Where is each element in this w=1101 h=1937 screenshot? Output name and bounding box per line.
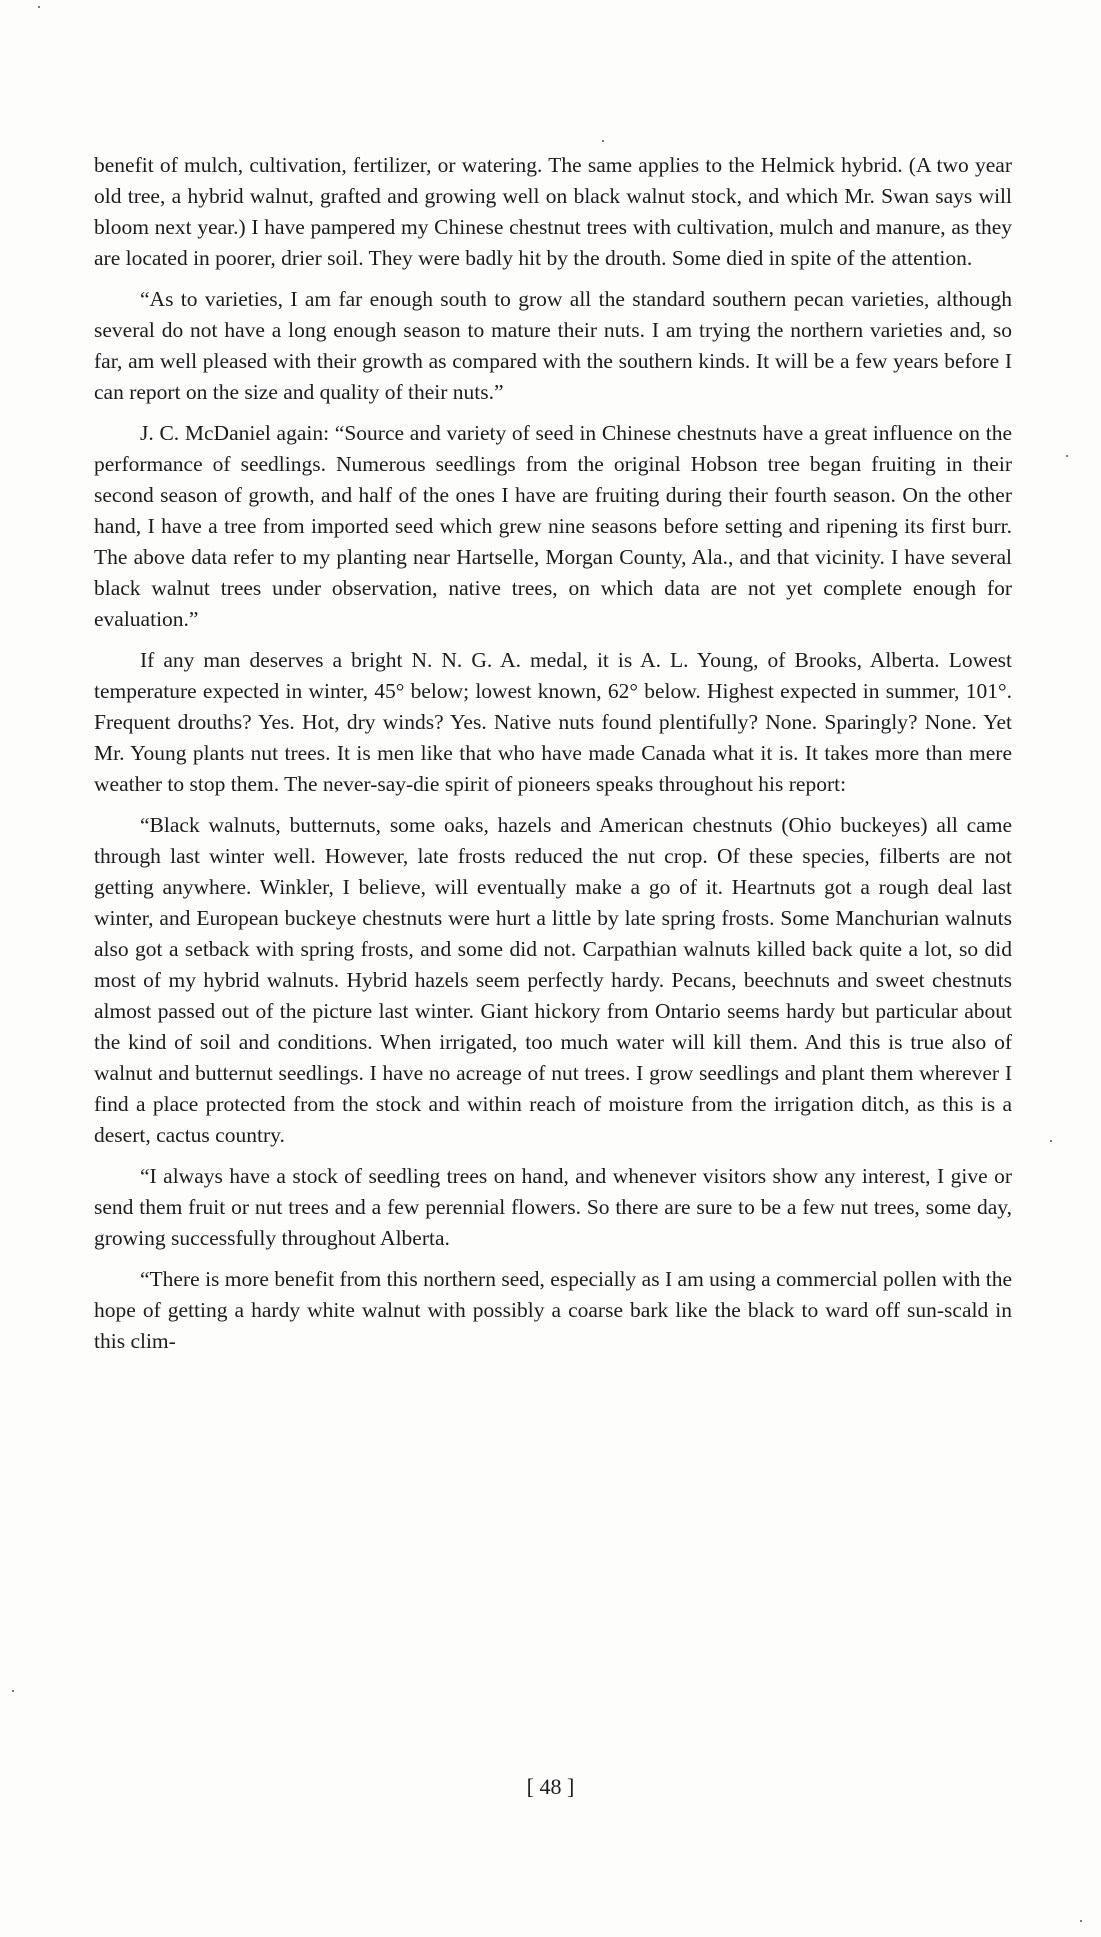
body-text [94, 150, 1012, 1367]
paragraph: “As to varieties, I am far enough south to grow all the standard southern pecan varieties, although several do not have a long enough season to mature their nuts. I am trying the northern varieties and, so far, am well pleased with their growth as compared with the southern kinds. It will be a few years before I can report on the size and quality of their nuts.” [94, 287, 1012, 404]
paragraph: benefit of mulch, cultivation, fertilizer, or watering. The same applies to the Helmick hybrid. (A two year old tree, a hybrid walnut, grafted and growing well on black walnut stock, and which Mr. Swan says will bloom next year.) I have pampered my Chinese chestnut trees with cultivation, mulch and manure, as they are located in poorer, drier soil. They were badly hit by the drouth. Some died in spite of the attention. [94, 153, 1012, 270]
paragraph: J. C. McDaniel again: “Source and variety of seed in Chinese chestnuts have a great influence on the performance of seedlings. Numerous seedlings from the original Hobson tree began fruiting in their second season of growth, and half of the ones I have are fruiting during their fourth season. On the other hand, I have a tree from imported seed which grew nine seasons before setting and ripening its first burr. The above data refer to my planting near Hartselle, Morgan County, Ala., and that vicinity. I have several black walnut trees under observation, native trees, on which data are not yet complete enough for evaluation.” [94, 421, 1012, 631]
scan-speck [12, 1690, 14, 1692]
scan-speck [1050, 1140, 1052, 1142]
paragraph: “Black walnuts, butternuts, some oaks, hazels and American chestnuts (Ohio buckeyes) all came through last winter well. However, late frosts reduced the nut crop. Of these species, filberts are not getting anywhere. Winkler, I believe, will eventually make a go of it. Heartnuts got a rough deal last winter, and European buckeye chestnuts were hurt a little by late spring frosts. Some Manchurian walnuts also got a setback with spring frosts, and some did not. Carpathian walnuts killed back quite a lot, so did most of my hybrid walnuts. Hybrid hazels seem perfectly hardy. Pecans, beechnuts and sweet chestnuts almost passed out of the picture last winter. Giant hickory from Ontario seems hardy but particular about the kind of soil and conditions. When irrigated, too much water will kill them. And this is true also of walnut and butternut seedlings. I have no acreage of nut trees. I grow seedlings and plant them wherever I find a place protected from the stock and within reach of moisture from the irrigation ditch, as this is a desert, cactus country. [94, 813, 1012, 1147]
scan-speck [1066, 455, 1068, 457]
paragraph: “I always have a stock of seedling trees on hand, and whenever visitors show any interest, I give or send them fruit or nut trees and a few perennial flowers. So there are sure to be a few nut trees, some day, growing successfully throughout Alberta. [94, 1164, 1012, 1250]
scan-speck [602, 140, 604, 142]
paragraph: “There is more benefit from this northern seed, especially as I am using a commercial pollen with the hope of getting a hardy white walnut with possibly a coarse bark like the black to ward off sun-scald in this clim- [94, 1267, 1012, 1353]
scan-speck [38, 6, 40, 8]
paragraph: If any man deserves a bright N. N. G. A. medal, it is A. L. Young, of Brooks, Alberta. Lowest temperature expected in winter, 45° below; lowest known, 62° below. Highest expected in summer, 101°. Frequent drouths? Yes. Hot, dry winds? Yes. Native nuts found plentifully? None. Sparingly? None. Yet Mr. Young plants nut trees. It is men like that who have made Canada what it is. It takes more than mere weather to stop them. The never-say-die spirit of pioneers speaks throughout his report: [94, 648, 1012, 796]
page-number: [ 48 ] [526, 1774, 575, 1799]
scan-speck [1080, 1920, 1082, 1922]
